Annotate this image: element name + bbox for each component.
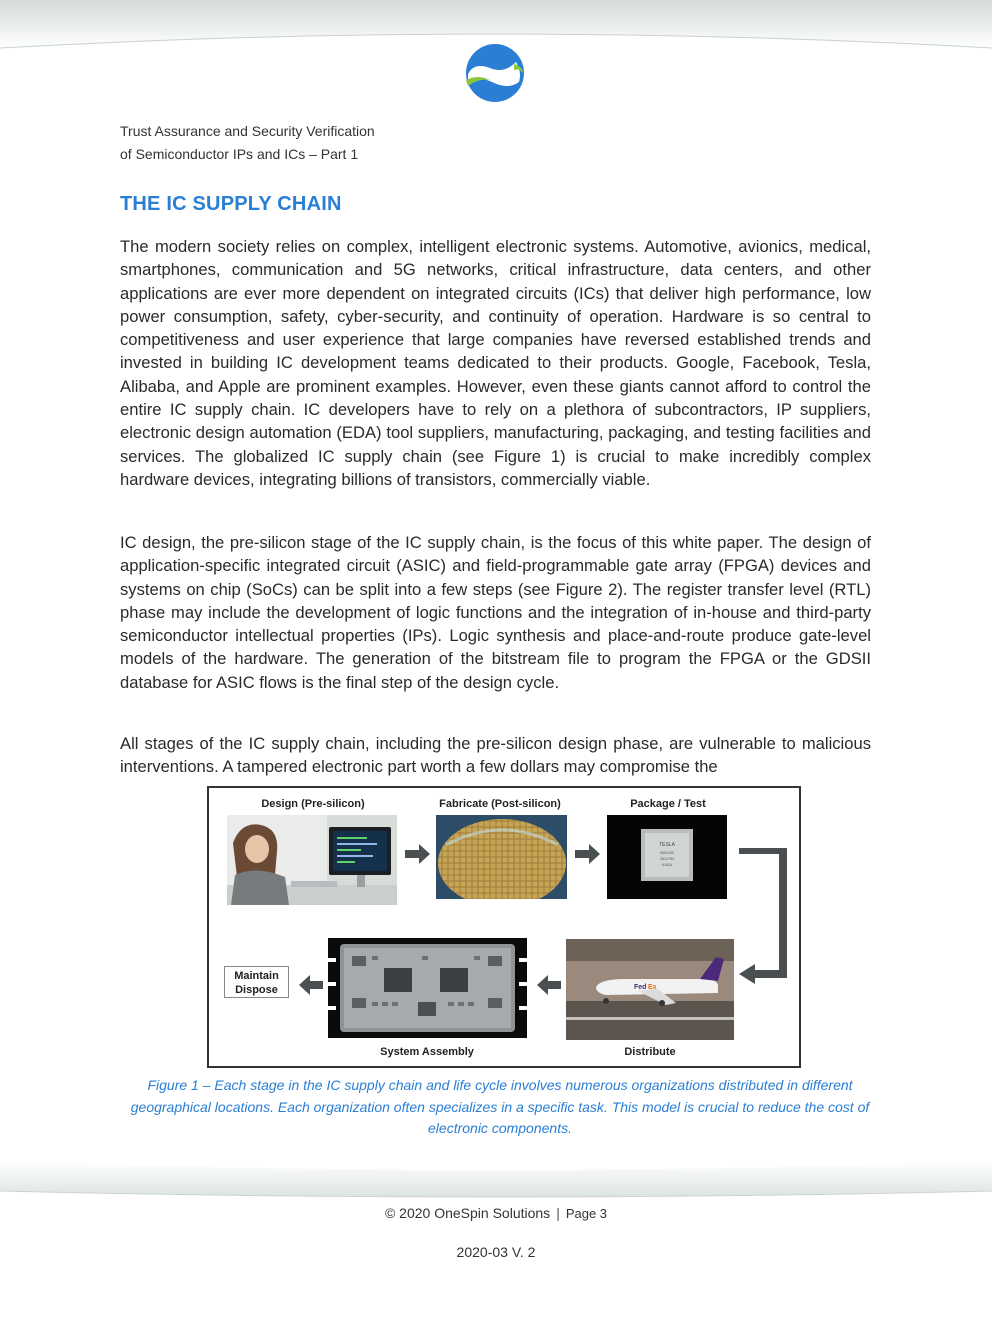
- chip-marking-line4: 61834: [662, 863, 672, 867]
- connector-arrow-icon: [737, 848, 789, 988]
- arrow-right-icon: [405, 843, 431, 865]
- svg-text:Ex: Ex: [648, 984, 657, 991]
- stage-label-fabricate: Fabricate (Post-silicon): [439, 798, 561, 810]
- figure-supply-chain: [207, 786, 801, 1068]
- onespin-logo: [464, 42, 526, 104]
- chip-marking-line3: 0812784: [660, 857, 674, 861]
- stage-label-package: Package / Test: [630, 798, 706, 810]
- running-title-line1: Trust Assurance and Security Verification: [120, 123, 375, 139]
- running-title-line2: of Semiconductor IPs and ICs – Part 1: [120, 146, 359, 162]
- arrow-left-icon: [299, 975, 323, 995]
- footer-band: [0, 1155, 992, 1205]
- page-number: Page 3: [565, 1206, 608, 1221]
- arrow-right-icon: [575, 843, 601, 865]
- document-version: 2020-03 V. 2: [456, 1244, 536, 1260]
- system-assembly-photo: [328, 938, 527, 1038]
- chip-marking-line2: 0500160: [660, 851, 674, 855]
- maintain-label: Maintain: [234, 970, 279, 982]
- stage-label-system-assembly: System Assembly: [380, 1046, 474, 1058]
- footer-copyright: [0, 1205, 992, 1221]
- footer-separator: |: [556, 1205, 560, 1221]
- paragraph-1: The modern society relies on complex, intelligent electronic systems. Automotive, avionics, medical, smartphones, communication and 5G networks, critical infrastructure, data centers, and other applications are ever more dependent on integrated circuits (ICs) that deliver high performance, low power consumption, safety, cyber-security, and continuity of operation. Hardware is so central to competitiveness and user experience that large companies have reversed established trends and invested in building IC development teams dedicated to their products. Google, Facebook, Tesla, Alibaba, and Apple are prominent examples. However, even these giants cannot afford to control the entire IC supply chain. IC developers have to rely on a plethora of subcontractors, IP suppliers, electronic design automation (EDA) tool suppliers, manufacturing, packaging, and testing facilities and services. The globalized IC supply chain (see Figure 1) is crucial to make incredibly complex hardware devices, integrating billions of transistors, commercially viable.: [120, 237, 871, 489]
- svg-text:Fed: Fed: [634, 984, 647, 991]
- section-heading: THE IC SUPPLY CHAIN: [120, 193, 342, 215]
- package-photo: [607, 815, 727, 899]
- figure-caption: Figure 1 – Each stage in the IC supply chain and life cycle involves numerous organizations distributed in different geographical locations. Each organization often specializes in a specific task. This model is crucial to reduce the cost of electronic components.: [130, 1077, 870, 1136]
- dispose-label: Dispose: [235, 984, 278, 996]
- maintain-dispose-box: [224, 966, 289, 998]
- copyright-text: © 2020 OneSpin Solutions: [384, 1205, 551, 1221]
- stage-label-distribute: Distribute: [624, 1046, 676, 1058]
- wafer-photo: [436, 815, 567, 899]
- distribute-photo: [566, 939, 734, 1040]
- chip-marking-brand: TESLA: [659, 842, 675, 848]
- stage-label-design: Design (Pre-silicon): [261, 798, 365, 810]
- paragraph-3: All stages of the IC supply chain, including the pre-silicon design phase, are vulnerable to malicious interventions. A tampered electronic part worth a few dollars may compromise the: [120, 734, 871, 777]
- arrow-left-icon: [537, 975, 561, 995]
- paragraph-2: IC design, the pre-silicon stage of the IC supply chain, is the focus of this white paper. The design of application-specific integrated circuit (ASIC) and field-programmable gate array (FPGA) devices and systems on chip (SoCs) can be split into a few steps (see Figure 2). The register transfer level (RTL) phase may include the development of logic functions and the integration of in-house and third-party semiconductor intellectual properties (IPs). Logic synthesis and place-and-route produce gate-level models of the hardware. The generation of the bitstream file to program the FPGA or the GDSII database for ASIC flows is the final step of the design cycle.: [120, 533, 871, 692]
- running-title: [120, 120, 375, 166]
- design-photo: [227, 815, 397, 905]
